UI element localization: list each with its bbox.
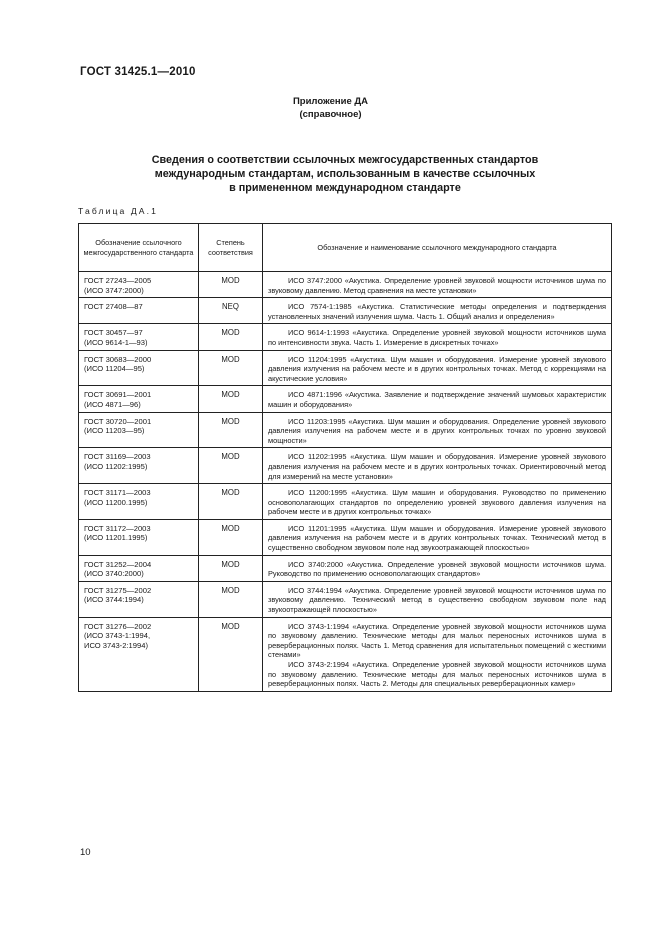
- cell-interstate-standard: ГОСТ 27243—2005 (ИСО 3747:2000): [79, 272, 199, 298]
- cell-interstate-standard: ГОСТ 31276—2002 (ИСО 3743-1:1994, ИСО 3743-2:1994): [79, 617, 199, 691]
- cell-interstate-standard: ГОСТ 27408—87: [79, 298, 199, 324]
- table-row: [79, 324, 612, 350]
- appendix-heading: [0, 95, 661, 121]
- cell-interstate-standard: ГОСТ 31275—2002 (ИСО 3744:1994): [79, 581, 199, 617]
- cell-interstate-standard: ГОСТ 30691—2001 (ИСО 4871—96): [79, 386, 199, 412]
- cell-degree: MOD: [199, 350, 263, 386]
- cell-degree: MOD: [199, 519, 263, 555]
- header-interstate-standard: Обозначение ссылочного межгосударственного стандарта: [79, 224, 199, 272]
- header-degree: Степень соответствия: [199, 224, 263, 272]
- appendix-type: (справочное): [299, 109, 362, 120]
- table-label: Таблица ДА.1: [78, 206, 159, 216]
- document-header: ГОСТ 31425.1—2010: [80, 66, 196, 78]
- table-row: [79, 272, 612, 298]
- table-row: [79, 386, 612, 412]
- cell-degree: MOD: [199, 448, 263, 484]
- cell-interstate-standard: ГОСТ 30720—2001 (ИСО 11203—95): [79, 412, 199, 448]
- cell-international-standard: ИСО 11203:1995 «Акустика. Шум машин и оборудования. Определение уровней звукового давления излучения на рабочем месте и в других контрольных точках по уровню звуковой мощности»: [263, 412, 612, 448]
- cell-international-standard: ИСО 11204:1995 «Акустика. Шум машин и оборудования. Измерение уровней звукового давления излучения на рабочем месте и в других контрольных точках. Метод с коррекциями на акустические условия»: [263, 350, 612, 386]
- table-row: [79, 412, 612, 448]
- cell-degree: MOD: [199, 581, 263, 617]
- header-international-standard: Обозначение и наименование ссылочного международного стандарта: [263, 224, 612, 272]
- cell-interstate-standard: ГОСТ 31172—2003 (ИСО 11201.1995): [79, 519, 199, 555]
- cell-degree: MOD: [199, 484, 263, 520]
- cell-international-standard: ИСО 9614-1:1993 «Акустика. Определение уровней звуковой мощности источников шума по интенсивности звука. Часть 1. Измерение в дискретных точках»: [263, 324, 612, 350]
- title-line-3: в примененном международном стандарте: [229, 182, 461, 194]
- table-row: [79, 555, 612, 581]
- correspondence-table: [78, 223, 612, 692]
- table-header-row: [79, 224, 612, 272]
- cell-degree: MOD: [199, 412, 263, 448]
- cell-international-standard: ИСО 11200:1995 «Акустика. Шум машин и оборудования. Руководство по применению основополагающих стандартов по определению уровней звукового давления излучения на рабочем месте и в других контрольных точках»: [263, 484, 612, 520]
- cell-interstate-standard: ГОСТ 30683—2000 (ИСО 11204—95): [79, 350, 199, 386]
- cell-international-standard: ИСО 3744:1994 «Акустика. Определение уровней звуковой мощности источников шума по звуковому давлению. Технический метод в существенно свободном звуковом поле над звукоотражающей плоскостью»: [263, 581, 612, 617]
- table-row: [79, 350, 612, 386]
- cell-international-standard: [263, 617, 612, 691]
- cell-interstate-standard: ГОСТ 31252—2004 (ИСО 3740:2000): [79, 555, 199, 581]
- cell-degree: MOD: [199, 555, 263, 581]
- table-row: [79, 298, 612, 324]
- cell-degree: MOD: [199, 617, 263, 691]
- cell-international-standard: ИСО 4871:1996 «Акустика. Заявление и подтверждение значений шумовых характеристик машин и оборудования»: [263, 386, 612, 412]
- cell-international-standard: ИСО 3747:2000 «Акустика. Определение уровней звуковой мощности источников шума по звуковому давлению. Метод сравнения на месте установки»: [263, 272, 612, 298]
- table-row: [79, 484, 612, 520]
- appendix-label: Приложение ДА: [292, 96, 369, 107]
- reference-part-2: ИСО 3743-2:1994 «Акустика. Определение уровней звуковой мощности источников шума по звуковому давлению. Технические методы для малых переносных источников шума в реверберационных полях. Часть 2. Методы для специальных реверберационных камер»: [268, 660, 606, 689]
- table-row: [79, 519, 612, 555]
- page-number: 10: [80, 847, 91, 858]
- cell-degree: MOD: [199, 324, 263, 350]
- reference-part-1: ИСО 3743-1:1994 «Акустика. Определение уровней звуковой мощности источников шума по звуковому давлению. Технические методы для малых переносных источников шума в реверберационных полях. Часть 1. Метод сравнения для испытательных помещений с жесткими стенами»: [268, 621, 606, 660]
- cell-interstate-standard: ГОСТ 30457—97 (ИСО 9614-1—93): [79, 324, 199, 350]
- title-line-1: Сведения о соответствии ссылочных межгосударственных стандартов: [151, 154, 539, 166]
- table-row: [79, 448, 612, 484]
- section-title: [100, 153, 590, 195]
- cell-international-standard: ИСО 11201:1995 «Акустика. Шум машин и оборудования. Измерение уровней звукового давления излучения на рабочем месте и в других контрольных точках. Технический метод в существенно свободном звуковом поле над звукоотражающей плоскостью»: [263, 519, 612, 555]
- title-line-2: международным стандартам, использованным в качестве ссылочных: [154, 168, 536, 180]
- cell-interstate-standard: ГОСТ 31169—2003 (ИСО 11202:1995): [79, 448, 199, 484]
- cell-degree: NEQ: [199, 298, 263, 324]
- cell-degree: MOD: [199, 386, 263, 412]
- cell-degree: MOD: [199, 272, 263, 298]
- cell-interstate-standard: ГОСТ 31171—2003 (ИСО 11200.1995): [79, 484, 199, 520]
- table-row: [79, 617, 612, 691]
- cell-international-standard: ИСО 3740:2000 «Акустика. Определение уровней звуковой мощности источников шума. Руководство по применению основополагающих стандартов»: [263, 555, 612, 581]
- table-row: [79, 581, 612, 617]
- cell-international-standard: ИСО 11202:1995 «Акустика. Шум машин и оборудования. Измерение уровней звукового давления излучения на рабочем месте и в других контрольных точках. Ориентировочный метод для измерений на месте установки»: [263, 448, 612, 484]
- cell-international-standard: ИСО 7574-1:1985 «Акустика. Статистические методы определения и подтверждения установленных значений излучения шума. Часть 1. Общий анализ и определения»: [263, 298, 612, 324]
